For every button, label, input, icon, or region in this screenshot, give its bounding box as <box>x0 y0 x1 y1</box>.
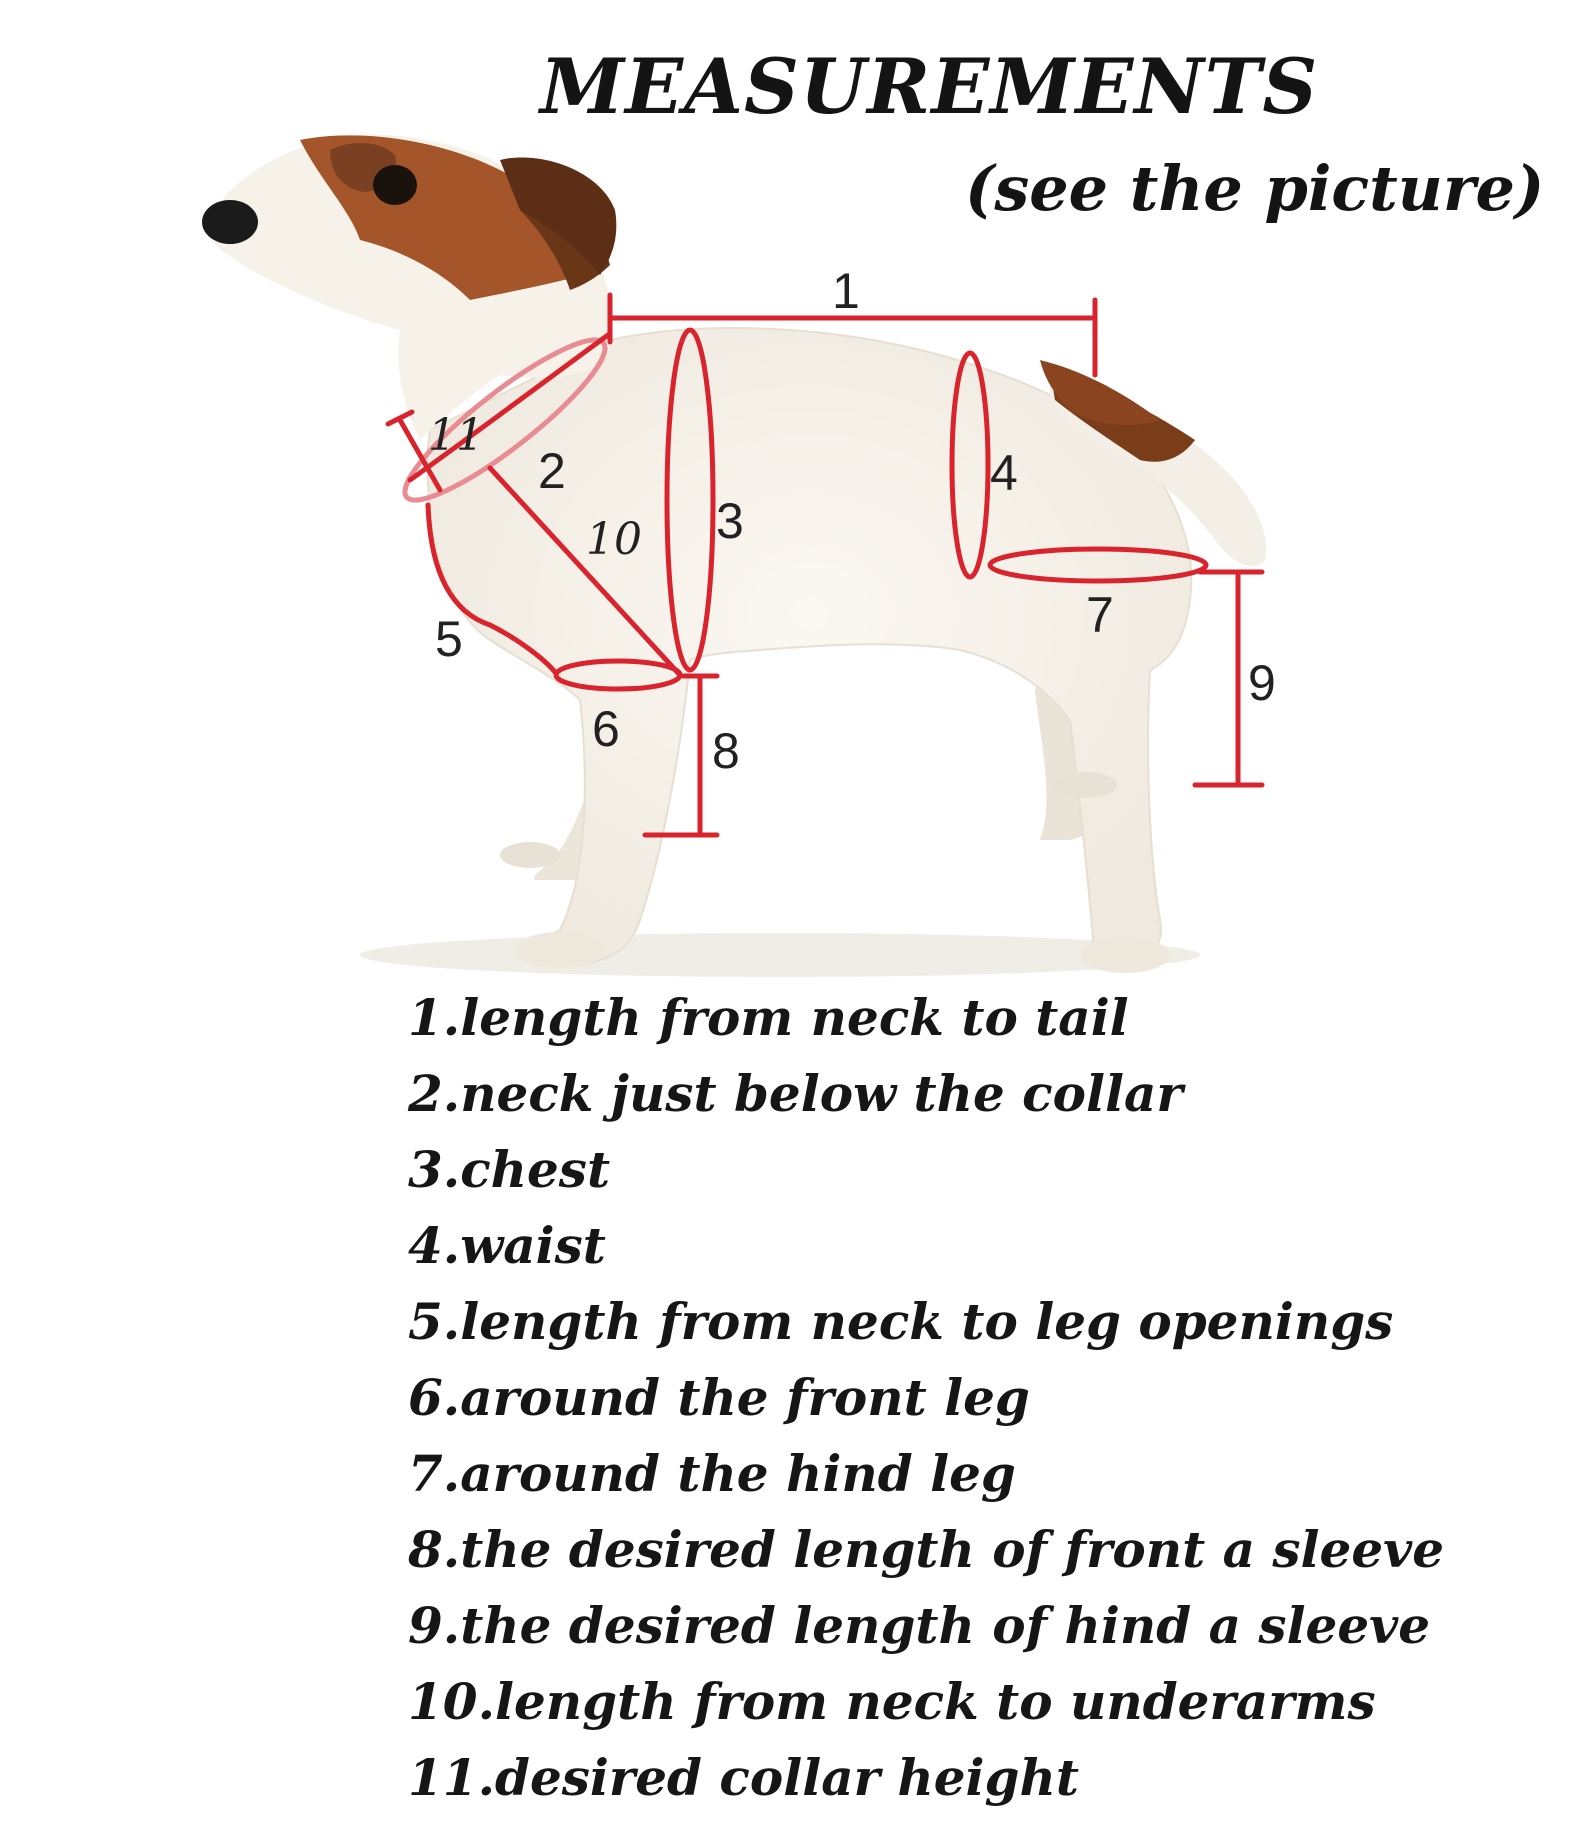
marker-11: 11 <box>428 410 484 461</box>
legend-item-11: 11.desired collar height <box>408 1748 1079 1807</box>
page-title: MEASUREMENTS <box>540 42 1319 131</box>
marker-6: 6 <box>592 701 620 757</box>
page-subtitle: (see the picture) <box>965 152 1545 225</box>
legend-item-1: 1.length from neck to tail <box>408 988 1129 1047</box>
marker-5: 5 <box>435 611 463 667</box>
marker-7: 7 <box>1086 587 1114 643</box>
legend-item-7: 7.around the hind leg <box>408 1444 1016 1503</box>
marker-3: 3 <box>716 493 744 549</box>
marker-8: 8 <box>712 723 740 779</box>
legend-item-10: 10.length from neck to underarms <box>408 1672 1376 1731</box>
dog-illustration <box>202 135 1266 977</box>
legend-item-6: 6.around the front leg <box>408 1368 1030 1427</box>
marker-10: 10 <box>586 514 642 565</box>
legend-item-9: 9.the desired length of hind a sleeve <box>408 1596 1431 1655</box>
legend-item-4: 4.waist <box>408 1216 606 1275</box>
legend-item-5: 5.length from neck to leg openings <box>408 1292 1394 1351</box>
measurement-legend <box>408 980 1444 1816</box>
legend-item-2: 2.neck just below the collar <box>408 1064 1183 1123</box>
legend-item-3: 3.chest <box>408 1140 611 1199</box>
marker-1: 1 <box>832 263 860 319</box>
marker-9: 9 <box>1248 655 1276 711</box>
marker-4: 4 <box>990 445 1018 501</box>
marker-2: 2 <box>538 443 566 499</box>
legend-item-8: 8.the desired length of front a sleeve <box>408 1520 1445 1579</box>
